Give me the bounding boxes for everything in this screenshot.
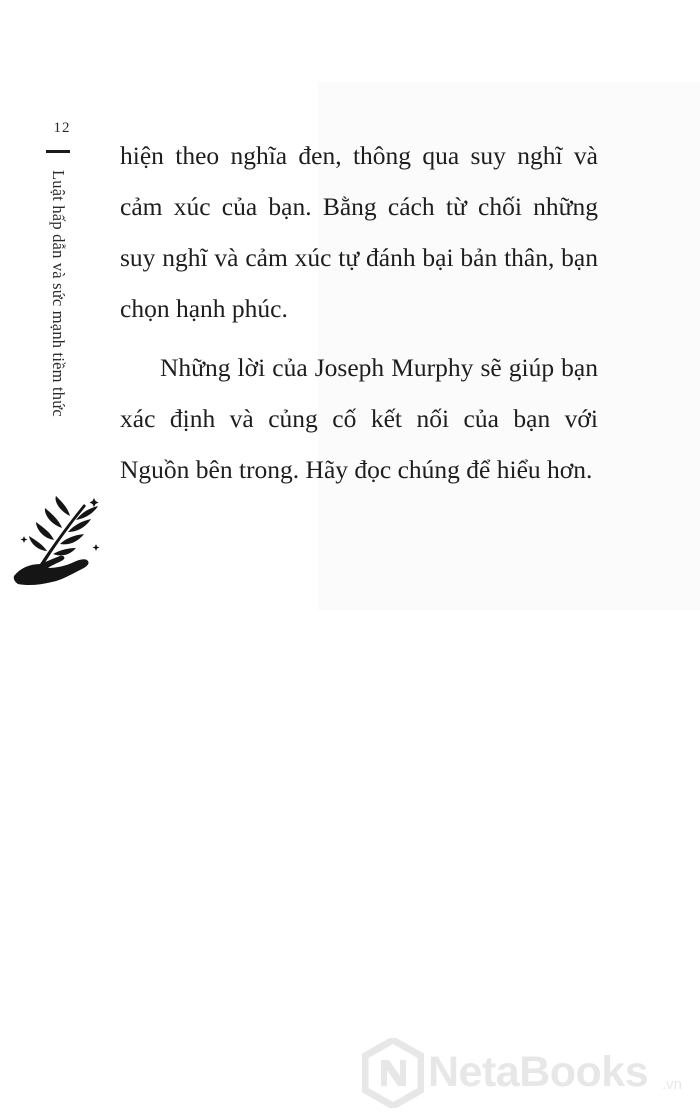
paragraph-2: Những lời của Joseph Murphy sẽ giúp bạn xác định và củng cố kết nối của bạn với Nguồn bên trong. Hãy đọc chúng để hiểu hơn.: [120, 353, 598, 484]
running-title: Luật hấp dẫn và sức mạnh tiềm thức: [49, 170, 68, 417]
watermark: [362, 1038, 692, 1108]
hand-holding-leaf-icon: [10, 492, 102, 592]
page-number-rule: [46, 150, 70, 153]
paragraph-1: hiện theo nghĩa đen, thông qua suy nghĩ và cảm xúc của bạn. Bằng cách từ chối những suy nghĩ và cảm xúc tự đánh bại bản thân, bạn chọn hạnh phúc.: [120, 141, 598, 323]
body-text: [120, 130, 598, 495]
watermark-brand: NetaBooks: [428, 1048, 649, 1096]
netabooks-logo-icon: [362, 1038, 424, 1108]
page-number: 12: [53, 120, 71, 136]
watermark-suffix: .vn: [662, 1076, 683, 1093]
